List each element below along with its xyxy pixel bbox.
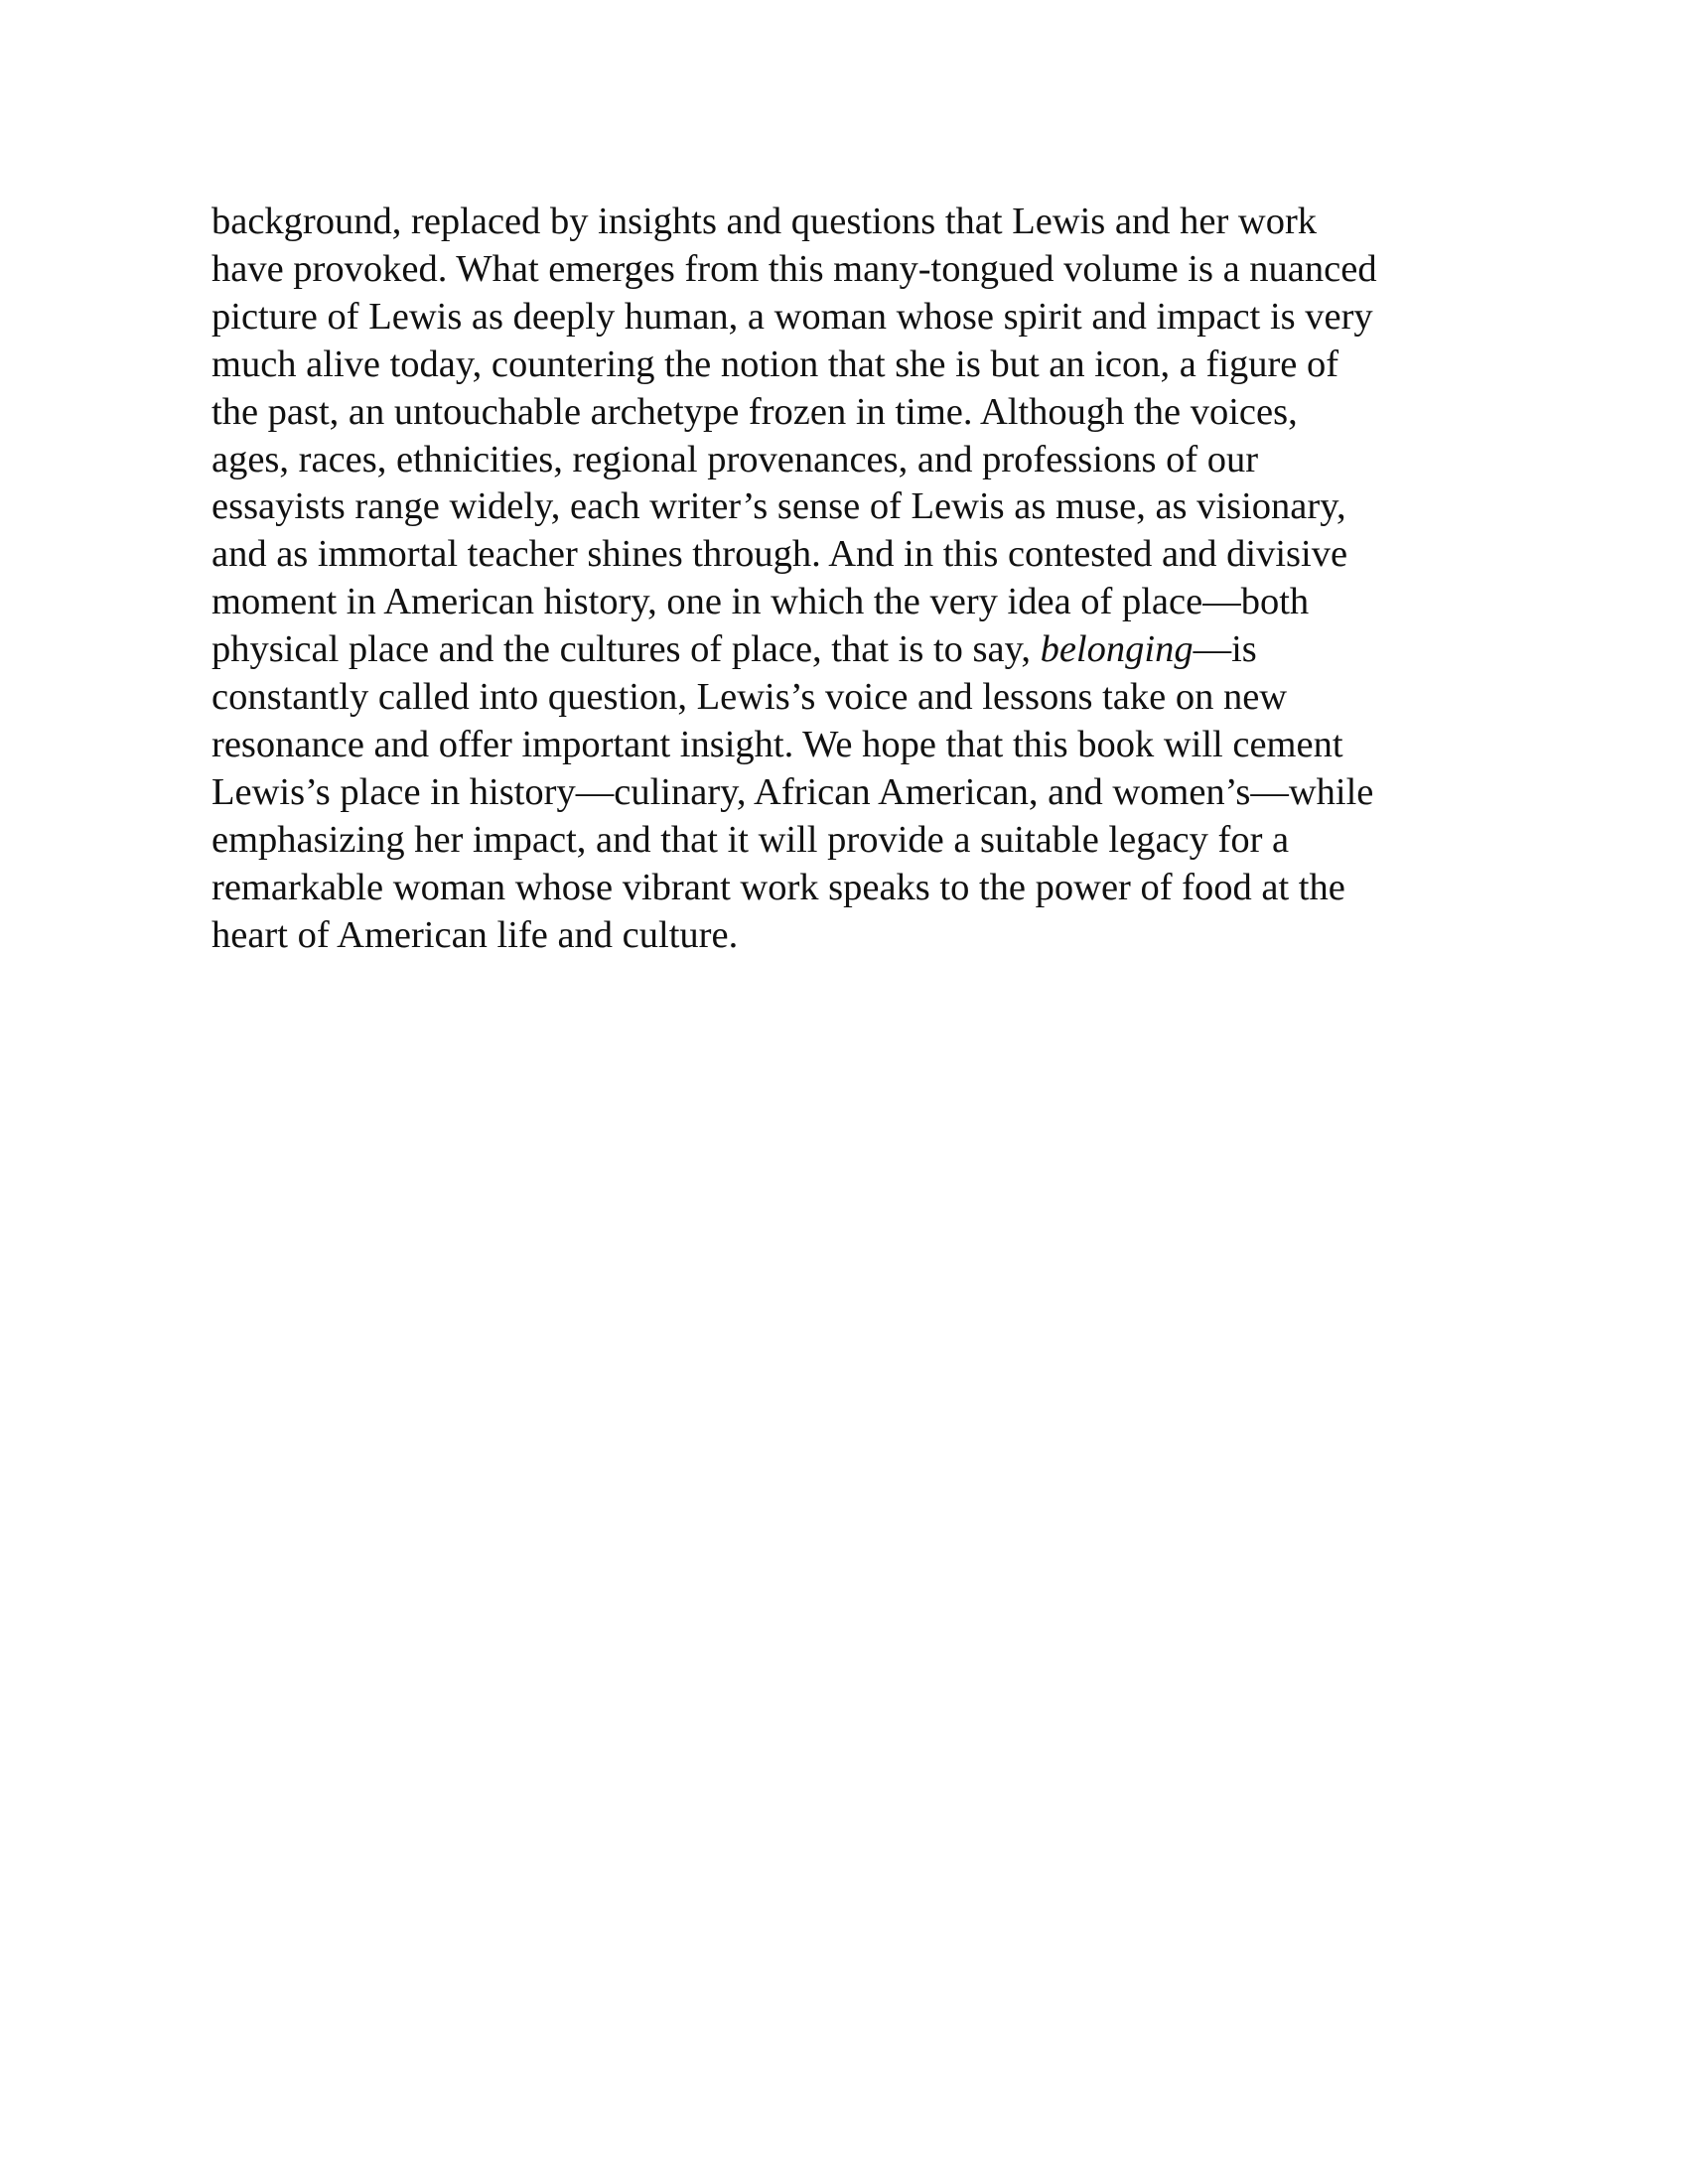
text-line: heart of American life and culture. — [211, 913, 739, 956]
text-line: picture of Lewis as deeply human, a woman whose spirit and impact is very — [211, 295, 1373, 338]
text-line: essayists range widely, each writer’s sense of Lewis as muse, as visionary, — [211, 485, 1346, 528]
text-segment: physical place and the cultures of place, that is to say, — [211, 628, 1041, 671]
text-line: emphasizing her impact, and that it will provide a suitable legacy for a — [211, 818, 1290, 861]
text-line: remarkable woman whose vibrant work speaks to the power of food at the — [211, 866, 1345, 908]
text-line: and as immortal teacher shines through. And in this contested and divisive — [211, 533, 1348, 576]
text-line: resonance and offer important insight. We hope that this book will cement — [211, 723, 1343, 765]
text-line: much alive today, countering the notion that she is but an icon, a figure of — [211, 342, 1339, 385]
text-segment: —is — [1193, 628, 1257, 671]
text-line: the past, an untouchable archetype frozen in time. Although the voices, — [211, 390, 1298, 433]
text-line: constantly called into question, Lewis’s voice and lessons take on new — [211, 676, 1288, 719]
body-paragraph — [211, 199, 1502, 960]
text-line: have provoked. What emerges from this many-tongued volume is a nuanced — [211, 247, 1377, 290]
text-line: Lewis’s place in history—culinary, African American, and women’s—while — [211, 770, 1374, 813]
text-line: background, replaced by insights and questions that Lewis and her work — [211, 201, 1318, 242]
italic-emphasis: belonging — [1040, 628, 1194, 671]
text-line: moment in American history, one in which the very idea of place—both — [211, 581, 1310, 623]
text-line: ages, races, ethnicities, regional provenances, and professions of our — [211, 438, 1259, 480]
text-line — [211, 626, 1502, 674]
